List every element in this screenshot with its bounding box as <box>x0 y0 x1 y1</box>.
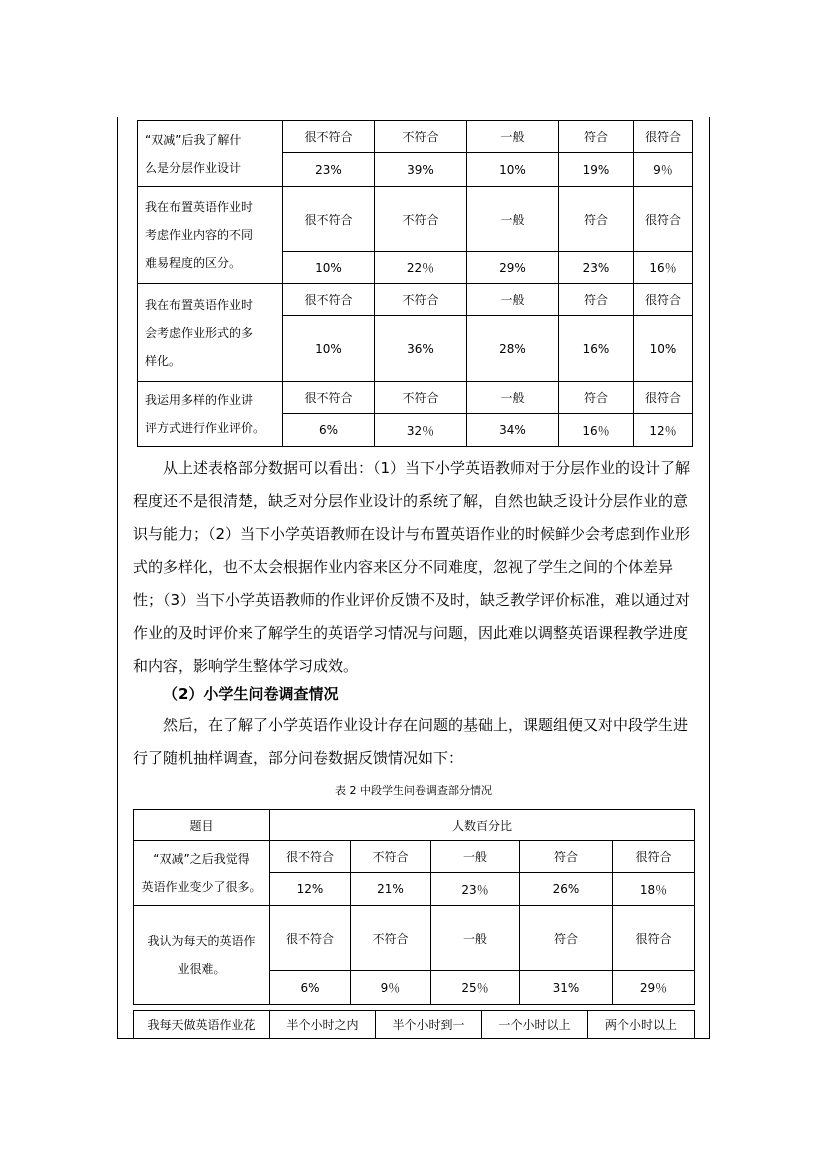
percent-value: 28% <box>467 316 559 382</box>
option-label: 很不符合 <box>270 906 351 971</box>
question-line: 英语作业变少了很多。 <box>141 880 262 894</box>
option-label: 不符合 <box>351 841 431 873</box>
section-heading: （2）小学生问卷调查情况 <box>163 685 339 703</box>
header-percent: 人数百分比 <box>270 810 695 841</box>
question-cell: 我每天做英语作业花 <box>134 1011 270 1039</box>
question-line: 我认为每天的英语作 <box>147 934 256 948</box>
option-label: 符合 <box>559 121 634 153</box>
option-label: 很符合 <box>634 382 693 414</box>
option-label: 不符合 <box>375 121 467 153</box>
percent-value: 9％ <box>634 153 693 187</box>
percent-value: 22％ <box>375 252 467 284</box>
percent-value: 25％ <box>431 971 520 1005</box>
option-label: 很符合 <box>634 121 693 153</box>
percent-value: 12% <box>270 873 351 906</box>
percent-value: 31% <box>520 971 613 1005</box>
student-survey-table-last-row <box>133 1010 695 1039</box>
percent-value: 23％ <box>431 873 520 906</box>
page-frame-right <box>709 117 710 1039</box>
option-label: 一个小时以上 <box>482 1011 588 1039</box>
question-cell <box>138 187 283 284</box>
question-line: 么是分层作业设计 <box>145 160 242 175</box>
option-label: 很不符合 <box>283 382 375 414</box>
percent-value: 23% <box>283 153 375 187</box>
percent-value: 16% <box>559 316 634 382</box>
option-label: 符合 <box>559 382 634 414</box>
option-label: 一般 <box>467 284 559 316</box>
percent-value: 16％ <box>559 414 634 447</box>
question-line: 会考虑作业形式的多 <box>145 325 254 340</box>
option-label: 符合 <box>520 841 613 873</box>
option-label: 一般 <box>467 187 559 252</box>
percent-value: 10% <box>283 316 375 382</box>
question-line: 难易程度的区分。 <box>145 256 242 270</box>
page-frame-left <box>117 117 118 1039</box>
option-label: 很符合 <box>613 906 695 971</box>
percent-value: 21% <box>351 873 431 906</box>
question-line: 评方式进行作业评价。 <box>145 421 266 435</box>
percent-value: 32％ <box>375 414 467 447</box>
percent-value: 6% <box>283 414 375 447</box>
option-label: 很不符合 <box>283 121 375 153</box>
analysis-paragraph: 从上述表格部分数据可以看出：（1）当下小学英语教师对于分层作业的设计了解程度还不是很清楚，缺乏对分层作业设计的系统了解，自然也缺乏设计分层作业的意识与能力；（2）当下小学英语教师在设计与布置英语作业的时候鲜少会考虑到作业形式的多样化，也不太会根据作业内容来区分不同难度，忽视了学生之间的个体差异性；（3）当下小学英语教师的作业评价反馈不及时，缺乏教学评价标准，难以通过对作业的及时评价来了解学生的英语学习情况与问题，因此难以调整英语课程教学进度和内容，影响学生整体学习成效。 <box>133 459 691 675</box>
percent-value: 9％ <box>351 971 431 1005</box>
option-label: 一般 <box>467 382 559 414</box>
percent-value: 26% <box>520 873 613 906</box>
percent-value: 23% <box>559 252 634 284</box>
option-label: 半个小时到一 <box>376 1011 482 1039</box>
percent-value: 29％ <box>613 971 695 1005</box>
option-label: 一般 <box>431 841 520 873</box>
question-cell <box>134 841 270 906</box>
option-label: 不符合 <box>375 187 467 252</box>
student-survey-table <box>133 809 695 1005</box>
question-cell <box>138 121 283 187</box>
question-line: “双减”后我了解什 <box>145 132 242 147</box>
percent-value: 10% <box>283 252 375 284</box>
option-label: 两个小时以上 <box>588 1011 695 1039</box>
percent-value: 12％ <box>634 414 693 447</box>
option-label: 很符合 <box>634 284 693 316</box>
question-cell <box>134 906 270 1005</box>
percent-value: 19% <box>559 153 634 187</box>
question-line: 业很难。 <box>177 962 226 976</box>
question-line: 我在布置英语作业时 <box>145 297 254 312</box>
percent-value: 34% <box>467 414 559 447</box>
option-label: 半个小时之内 <box>270 1011 376 1039</box>
percent-value: 10% <box>634 316 693 382</box>
option-label: 符合 <box>520 906 613 971</box>
question-cell <box>138 284 283 382</box>
percent-value: 16％ <box>634 252 693 284</box>
option-label: 不符合 <box>375 382 467 414</box>
table-caption: 表 2 中段学生问卷调查部分情况 <box>335 784 492 797</box>
percent-value: 29% <box>467 252 559 284</box>
question-line: “双减”之后我觉得 <box>153 852 250 866</box>
option-label: 不符合 <box>351 906 431 971</box>
option-label: 很不符合 <box>283 187 375 252</box>
option-label: 很不符合 <box>270 841 351 873</box>
option-label: 很符合 <box>634 187 693 252</box>
question-line: 我在布置英语作业时 <box>145 200 254 214</box>
option-label: 符合 <box>559 187 634 252</box>
question-line: 样化。 <box>145 353 182 368</box>
option-label: 一般 <box>467 121 559 153</box>
percent-value: 18％ <box>613 873 695 906</box>
option-label: 不符合 <box>375 284 467 316</box>
percent-value: 36% <box>375 316 467 382</box>
percent-value: 10% <box>467 153 559 187</box>
question-line: 考虑作业内容的不同 <box>145 228 254 242</box>
option-label: 很符合 <box>613 841 695 873</box>
option-label: 符合 <box>559 284 634 316</box>
intro-paragraph: 然后，在了解了小学英语作业设计存在问题的基础上，课题组便又对中段学生进行了随机抽样调查，部分问卷数据反馈情况如下： <box>133 716 689 767</box>
percent-value: 39% <box>375 153 467 187</box>
header-question: 题目 <box>134 810 270 841</box>
teacher-survey-table <box>137 120 693 447</box>
percent-value: 6% <box>270 971 351 1005</box>
option-label: 很不符合 <box>283 284 375 316</box>
question-cell <box>138 382 283 447</box>
option-label: 一般 <box>431 906 520 971</box>
question-line: 我运用多样的作业讲 <box>145 393 254 407</box>
